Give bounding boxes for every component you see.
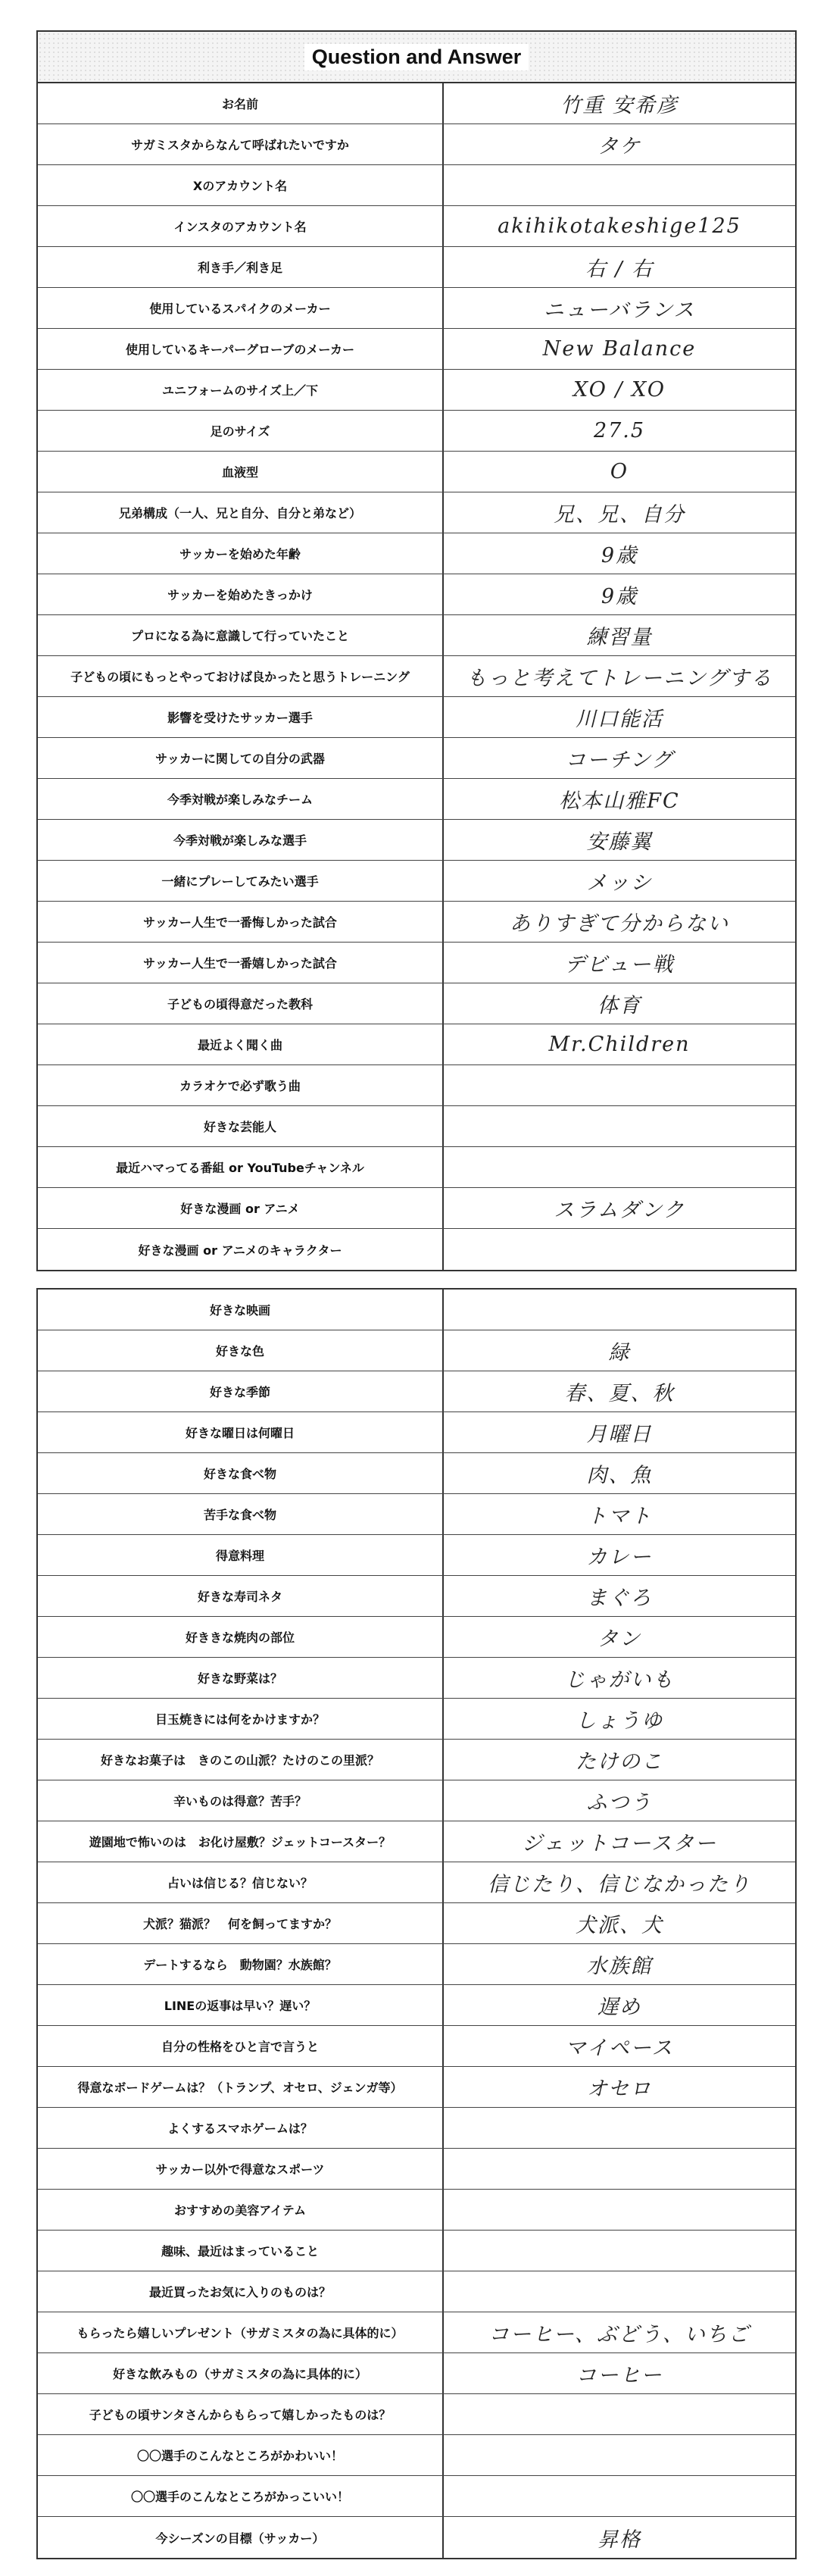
question-label: 自分の性格をひと言で言うと [38,2026,444,2066]
question-label: 好きな野菜は？ [38,1658,444,1698]
question-label: 影響を受けたサッカー選手 [38,697,444,737]
question-label: 一緒にプレーしてみたい選手 [38,861,444,901]
table-row [38,288,795,329]
qa-table-2 [38,1290,795,2558]
answer-value: 緑 [608,1341,631,1365]
table-row [38,2026,795,2067]
answer-value: 9歳 [601,585,638,608]
table-row [38,1290,795,1330]
answer-value: O [610,460,629,483]
table-row [38,1780,795,1821]
answer-value: タン [597,1627,641,1651]
question-label: 子どもの頃得意だった教科 [38,983,444,1024]
table-row [38,329,795,370]
answer-value: コーヒー、ぶどう、いちご [488,2323,750,2346]
answer-value: 春、夏、秋 [564,1382,675,1405]
question-label: もらったら嬉しいプレゼント（サガミスタの為に具体的に） [38,2312,444,2352]
table-row [38,738,795,779]
question-label: 好きな曜日は何曜日 [38,1412,444,1452]
question-label: 好きな芸能人 [38,1106,444,1146]
question-label: 最近よく聞く曲 [38,1024,444,1064]
table-row [38,1229,795,1270]
table-row [38,2149,795,2190]
table-row [38,2435,795,2476]
table-row [38,83,795,124]
answer-value: 体育 [597,994,641,1018]
question-label: プロになる為に意識して行っていたこと [38,615,444,655]
answer-value: コーヒー [576,2364,663,2387]
answer-value [444,1106,795,1146]
table-row [38,1617,795,1658]
answer-value [444,1229,795,1270]
answer-value [444,2435,795,2475]
table-row [38,1903,795,1944]
table-row [38,820,795,861]
question-label: 使用しているスパイクのメーカー [38,288,444,328]
question-label: Xのアカウント名 [38,165,444,205]
table-row [38,1330,795,1371]
answer-value [444,2271,795,2312]
table-row [38,1740,795,1780]
question-label: 好きなお菓子は きのこの山派？たけのこの里派？ [38,1740,444,1780]
question-label: デートするなら 動物園？水族館？ [38,1944,444,1984]
question-label: LINEの返事は早い？遅い？ [38,1985,444,2025]
question-label: 足のサイズ [38,411,444,451]
answer-value [444,1147,795,1187]
question-label: 趣味、最近はまっていること [38,2231,444,2271]
question-label: 〇〇選手のこんなところがかっこいい！ [38,2476,444,2516]
table-row [38,2312,795,2353]
table-row [38,2517,795,2558]
question-label: サッカーを始めた年齢 [38,533,444,574]
table-row [38,1412,795,1453]
answer-value [444,165,795,205]
table-row [38,902,795,943]
table-row [38,1106,795,1147]
table-row [38,452,795,492]
question-label: 好きな漫画 or アニメのキャラクター [38,1229,444,1270]
answer-value: 練習量 [586,626,653,649]
answer-value [444,1065,795,1105]
answer-value: 水族館 [586,1955,653,1978]
table-row [38,615,795,656]
table-row [38,1494,795,1535]
question-label: 占いは信じる？信じない？ [38,1862,444,1902]
table-row [38,1821,795,1862]
question-label: 〇〇選手のこんなところがかわいい！ [38,2435,444,2475]
table-row [38,2271,795,2312]
table-row [38,1985,795,2026]
question-label: 好きな飲みもの（サガミスタの為に具体的に） [38,2353,444,2393]
answer-value: ふつう [586,1791,653,1815]
table-row [38,2476,795,2517]
answer-value: トマト [586,1505,653,1528]
question-label: 目玉焼きには何をかけますか？ [38,1699,444,1739]
answer-value: たけのこ [576,1750,663,1774]
answer-value: ニューバランス [543,299,696,322]
answer-value: 安藤翼 [586,830,653,854]
question-label: 好きな食べ物 [38,1453,444,1493]
question-label: サッカー人生で一番嬉しかった試合 [38,943,444,983]
table-row [38,861,795,902]
answer-value: カレー [586,1546,653,1569]
question-label: 今季対戦が楽しみな選手 [38,820,444,860]
table-row [38,1147,795,1188]
table-row [38,1862,795,1903]
question-label: ユニフォームのサイズ上／下 [38,370,444,410]
table-row [38,165,795,206]
question-label: サッカーを始めたきっかけ [38,574,444,614]
questionnaire-page-1 [36,30,797,1271]
answer-value: 川口能活 [576,708,663,731]
answer-value: 肉、魚 [586,1464,653,1487]
answer-value: 竹重 安希彦 [560,94,679,117]
table-row [38,2067,795,2108]
answer-value: スラムダンク [554,1199,685,1222]
question-label: 利き手／利き足 [38,247,444,287]
qa-table-1 [38,83,795,1270]
table-row [38,533,795,574]
question-label: 遊園地で怖いのは お化け屋敷？ジェットコースター？ [38,1821,444,1862]
table-row [38,247,795,288]
table-row [38,1065,795,1106]
question-label: 好きな色 [38,1330,444,1371]
question-label: 好きな漫画 or アニメ [38,1188,444,1228]
table-row [38,983,795,1024]
table-row [38,1658,795,1699]
answer-value: オセロ [586,2077,653,2101]
answer-value: Mr.Children [548,1033,691,1056]
question-label: 子どもの頃サンタさんからもらって嬉しかったものは？ [38,2394,444,2434]
table-row [38,1024,795,1065]
table-row [38,1944,795,1985]
table-row [38,1188,795,1229]
answer-value: タケ [597,135,641,158]
question-label: 好きな映画 [38,1290,444,1330]
table-row [38,779,795,820]
answer-value: マイペース [565,2037,674,2060]
answer-value: ジェットコースター [521,1832,718,1855]
question-label: 好きな季節 [38,1371,444,1411]
table-row [38,2353,795,2394]
answer-value: XO / XO [572,378,666,402]
question-label: お名前 [38,83,444,123]
question-label: 最近ハマってる番組 or YouTubeチャンネル [38,1147,444,1187]
answer-value: しょうゆ [576,1709,663,1733]
question-label: サッカー人生で一番悔しかった試合 [38,902,444,942]
question-label: 苦手な食べ物 [38,1494,444,1534]
question-label: 犬派？猫派？ 何を飼ってますか？ [38,1903,444,1943]
table-row [38,697,795,738]
page-title: Question and Answer [304,44,529,70]
question-label: 最近買ったお気に入りのものは？ [38,2271,444,2312]
answer-value [444,2231,795,2271]
question-label: 好きな寿司ネタ [38,1576,444,1616]
answer-value [444,2149,795,2189]
question-label: 血液型 [38,452,444,492]
table-row [38,492,795,533]
table-row [38,943,795,983]
table-row [38,1576,795,1617]
answer-value [444,2476,795,2516]
answer-value: じゃがいも [564,1668,675,1692]
question-label: おすすめの美容アイテム [38,2190,444,2230]
answer-value: メッシ [586,871,653,895]
table-row [38,206,795,247]
table-row [38,656,795,697]
answer-value: 右 / 右 [585,258,654,281]
table-row [38,2231,795,2271]
answer-value [444,2108,795,2148]
table-row [38,411,795,452]
answer-value: 27.5 [593,419,646,442]
answer-value: コーチング [565,749,674,772]
answer-value: 兄、兄、自分 [554,503,685,527]
question-label: 今シーズンの目標（サッカー） [38,2517,444,2558]
question-label: 子どもの頃にもっとやっておけば良かったと思うトレーニング [38,656,444,696]
question-label: サガミスタからなんて呼ばれたいですか [38,124,444,164]
question-label: 兄弟構成（一人、兄と自分、自分と弟など） [38,492,444,533]
question-label: サッカー以外で得意なスポーツ [38,2149,444,2189]
answer-value: まぐろ [586,1587,653,1610]
answer-value: akihikotakeshige125 [498,214,741,238]
title-bar [38,32,795,83]
table-row [38,1371,795,1412]
answer-value: 月曜日 [586,1423,653,1446]
question-label: サッカーに関しての自分の武器 [38,738,444,778]
question-label: インスタのアカウント名 [38,206,444,246]
question-label: 得意料理 [38,1535,444,1575]
table-row [38,1453,795,1494]
question-label: 好ききな焼肉の部位 [38,1617,444,1657]
question-label: 今季対戦が楽しみなチーム [38,779,444,819]
answer-value: 遅め [597,1996,641,2019]
questionnaire-page-2 [36,1288,797,2559]
answer-value [444,2394,795,2434]
answer-value: 信じたり、信じなかったり [488,1873,751,1896]
answer-value: ありすぎて分からない [510,912,729,936]
question-label: よくするスマホゲームは？ [38,2108,444,2148]
answer-value: 昇格 [597,2528,641,2552]
table-row [38,1535,795,1576]
answer-value [444,1290,795,1330]
table-row [38,2108,795,2149]
answer-value: もっと考えてトレーニングする [466,667,773,690]
answer-value: デビュー戦 [564,953,675,977]
question-label: カラオケで必ず歌う曲 [38,1065,444,1105]
question-label: 得意なボードゲームは？（トランプ、オセロ、ジェンガ等） [38,2067,444,2107]
answer-value: New Balance [542,337,697,361]
table-row [38,370,795,411]
answer-value: 犬派、犬 [576,1914,663,1937]
table-row [38,1699,795,1740]
answer-value: 松本山雅FC [559,789,680,813]
table-row [38,2190,795,2231]
question-label: 辛いものは得意？苦手？ [38,1780,444,1821]
table-row [38,574,795,615]
table-row [38,124,795,165]
table-row [38,2394,795,2435]
question-label: 使用しているキーパーグローブのメーカー [38,329,444,369]
answer-value: 9歳 [601,544,638,567]
answer-value [444,2190,795,2230]
